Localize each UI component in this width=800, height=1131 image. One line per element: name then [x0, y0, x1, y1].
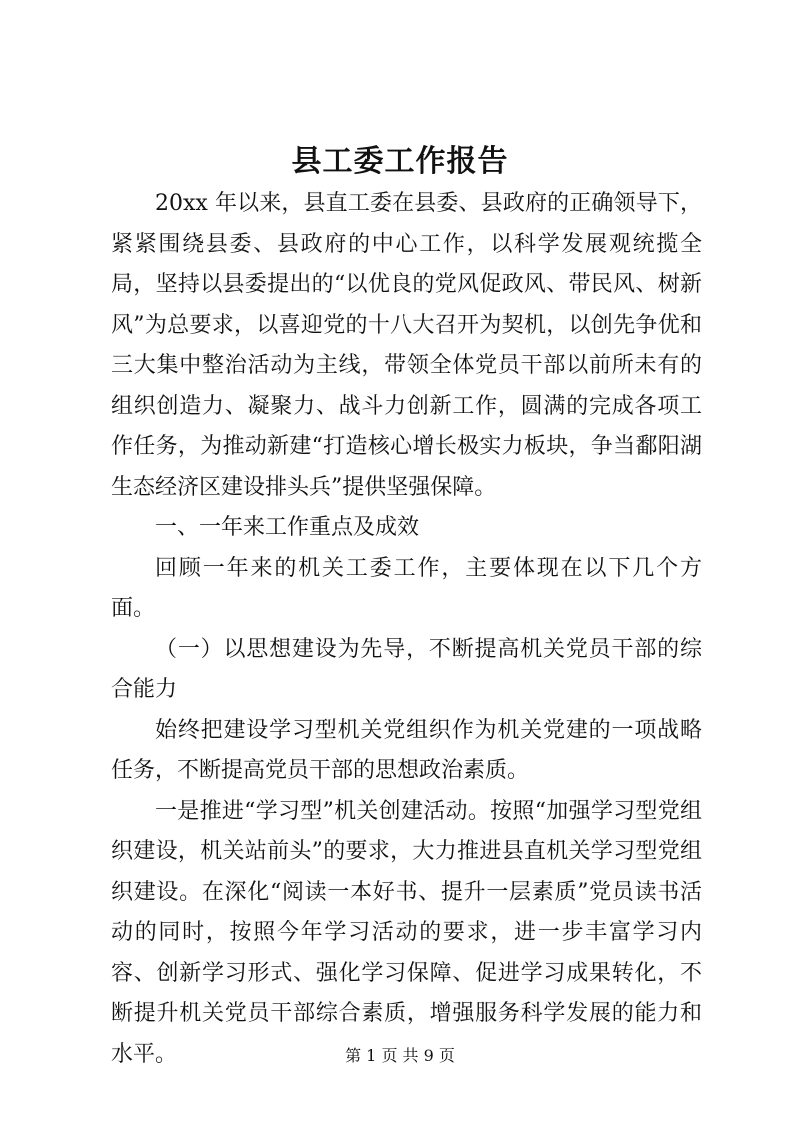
paragraph-review: 回顾一年来的机关工委工作，主要体现在以下几个方面。: [111, 555, 702, 621]
page-title: 县工委工作报告: [291, 144, 509, 179]
paragraph-learning-campaign: 一是推进“学习型”机关创建活动。按照“加强学习型党组织建设，机关站前头”的要求，大力推进县直机关学习型党组织建设。在深化“阅读一本好书、提升一层素质”党员读书活动的同时，按照今年学习活动的要求，进一步丰富学习内容、创新学习形式、强化学习保障、促进学习成果转化，不断提升机关党员干部综合素质，增强服务科学发展的能力和水平。: [111, 798, 702, 1067]
section-heading: 一、一年来工作重点及成效: [155, 515, 420, 540]
subsection-heading: （一）以思想建设为先导，不断提高机关党员干部的综合能力: [111, 636, 702, 702]
page-footer: 第 1 页 共 9 页: [345, 1046, 455, 1065]
paragraph-strategy: 始终把建设学习型机关党组织作为机关党建的一项战略任务，不断提高党员干部的思想政治素质。: [111, 717, 702, 783]
document-body: [111, 184, 702, 1075]
paragraph-intro: 20xx 年以来，县直工委在县委、县政府的正确领导下，紧紧围绕县委、县政府的中心工作，以科学发展观统揽全局，坚持以县委提出的“以优良的党风促政风、带民风、树新风”为总要求，以喜迎党的十八大召开为契机，以创先争优和三大集中整治活动为主线，带领全体党员干部以前所未有的组织创造力、凝聚力、战斗力创新工作，圆满的完成各项工作任务，为推动新建“打造核心增长极实力板块，争当鄱阳湖生态经济区建设排头兵”提供坚强保障。: [111, 191, 702, 500]
